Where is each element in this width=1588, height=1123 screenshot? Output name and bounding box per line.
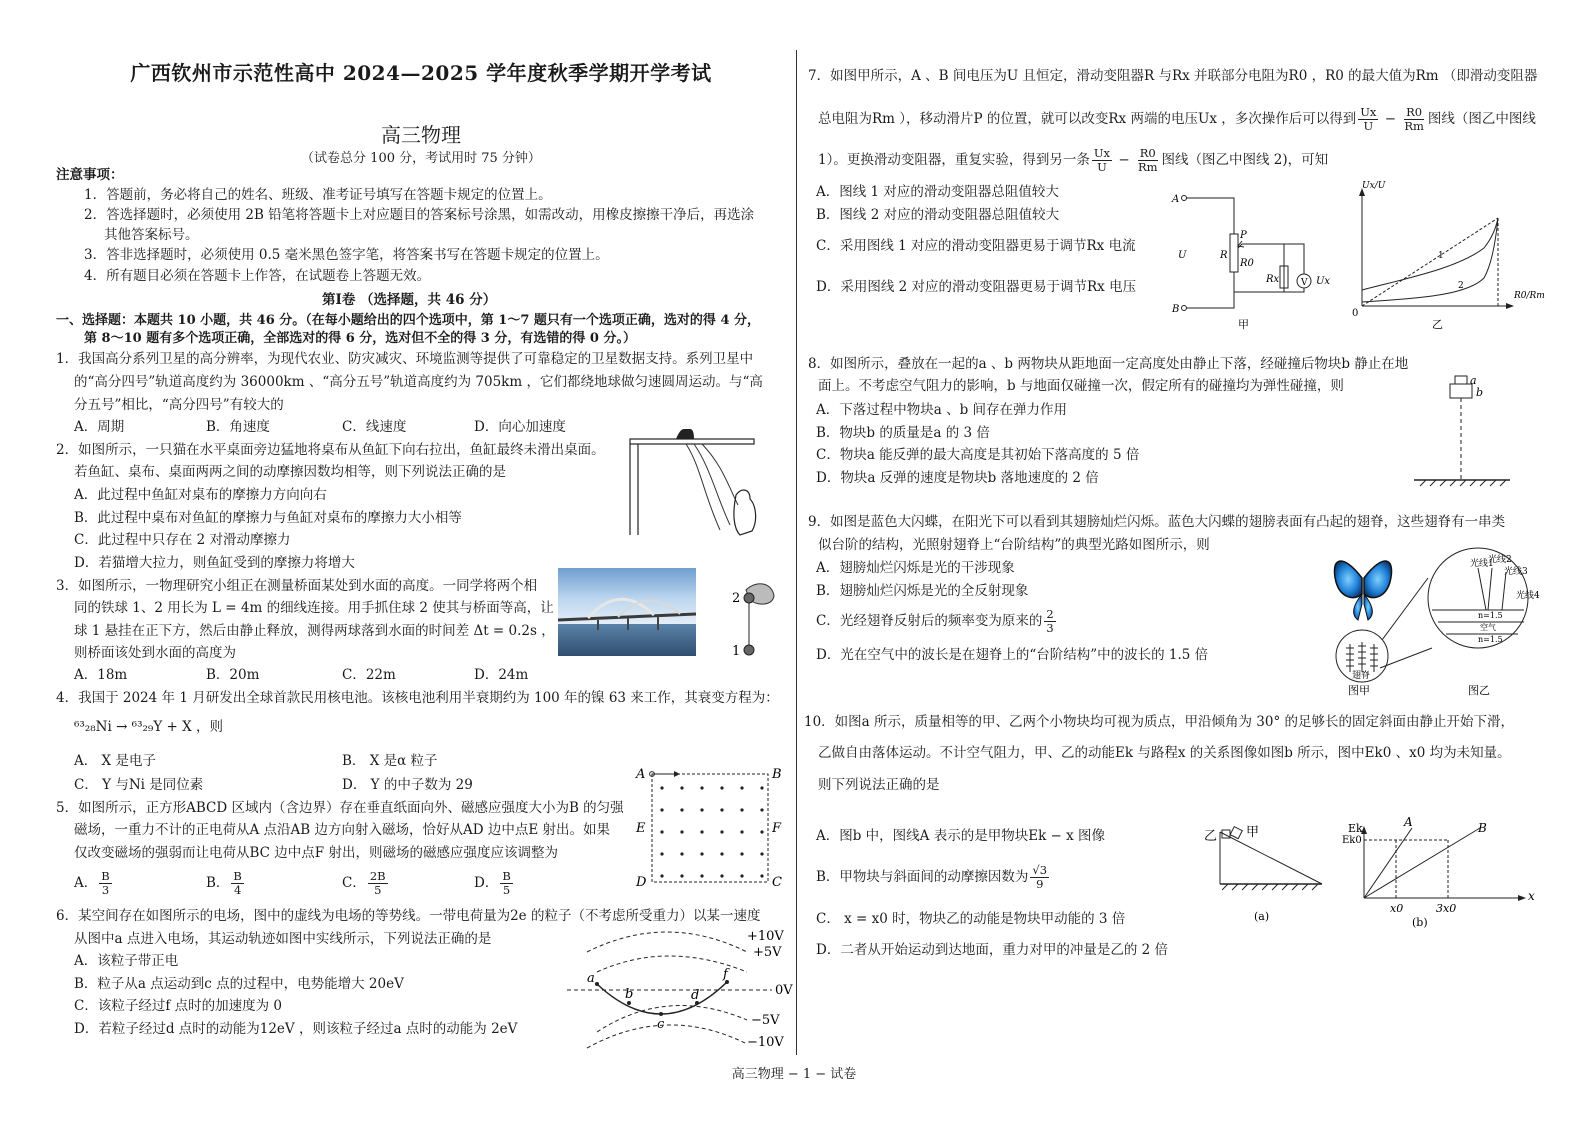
q4-option-b: B． X 是α 粒子 <box>342 753 438 769</box>
q7-line-2: 总电阻为Rm ），移动滑片P 的位置，就可以改变Rx 两端的电压Ux ，多次操作后可以得到 $\frac{Ux}{U}$ − $\frac{R0}{Rm}$ 图线（图乙中图线 <box>818 105 1536 133</box>
circuit-rx: Rx <box>1266 274 1280 285</box>
q9-option-d: D．光在空气中的波长是在翅脊上的“台阶结构”中的波长的 1.5 倍 <box>816 647 1209 663</box>
field-dot <box>760 786 763 789</box>
q1-option-c: C．线速度 <box>342 419 407 435</box>
fig-a-caption: (a) <box>1254 910 1270 923</box>
q7-line-1: 7．如图甲所示，A 、B 间电压为U 且恒定，滑动变阻器R 与Rx 并联部分电阻为R0 ，R0 的最大值为Rm （即滑动变阻器 <box>808 68 1538 84</box>
q5-line-3: 仅改变磁场的强弱而让电荷从BC 边中点F 射出，则磁场的磁感应强度应该调整为 <box>74 845 558 861</box>
field-dot <box>680 786 683 789</box>
equipotential-figure <box>567 920 792 1050</box>
q6-line-1: 6．某空间存在如图所示的电场，图中的虚线为电场的等势线。一带电荷量为2e 的粒子（不考虑所受重力）以某一速度 <box>56 908 761 924</box>
butterfly-figure <box>1328 548 1543 698</box>
field-dot <box>740 852 743 855</box>
point-f: F <box>772 821 782 836</box>
graph-caption: 乙 <box>1432 318 1443 331</box>
stacked-blocks-figure <box>1410 370 1520 490</box>
field-dot <box>760 808 763 811</box>
q10-line-1: 10．如图a 所示，质量相等的甲、乙两个小物块均可视为质点，甲沿倾角为 30° 的足够长的固定斜面由静止开始下滑， <box>804 714 1515 730</box>
q8-option-c: C．物块a 能反弹的最大高度是其初始下落高度的 5 倍 <box>816 447 1140 463</box>
notice-item-2: 2．答选择题时，必须使用 2B 铅笔将答题卡上对应题目的答案标号涂黑，如需改动，用橡皮擦擦干净后，再选涂 <box>84 207 755 223</box>
graph-line-a: A <box>1404 815 1413 829</box>
q8-line-1: 8．如图所示，叠放在一起的a 、b 两物块从距地面一定高度处由静止下落，经碰撞后物块b 静止在地 <box>808 356 1409 372</box>
graph-curve-1: 1 <box>1438 251 1444 261</box>
field-dot <box>680 808 683 811</box>
field-dot <box>760 874 763 877</box>
field-dot <box>660 874 663 877</box>
field-dot <box>760 852 763 855</box>
q5-option-b: B． $\frac{B}{4}$ <box>206 869 242 897</box>
field-dot <box>740 808 743 811</box>
ray-4: 光线4 <box>1516 591 1540 601</box>
q8-option-a: A．下落过程中物块a 、b 间存在弹力作用 <box>816 402 1068 418</box>
q5-option-d: D． $\frac{B}{5}$ <box>474 869 511 897</box>
q6-option-d: D．若粒子经过d 点时的动能为12eV ，则该粒子经过a 点时的动能为 2eV <box>74 1021 518 1037</box>
field-dot <box>680 852 683 855</box>
q7-option-c: C．采用图线 1 对应的滑动变阻器更易于调节Rx 电流 <box>816 238 1136 254</box>
graph-x-axis: x <box>1528 889 1535 903</box>
field-dot <box>720 808 723 811</box>
corner-c: C <box>772 875 782 890</box>
fig-jia-caption: 图甲 <box>1348 684 1370 697</box>
q6-line-2: 从图中a 点进入电场，其运动轨迹如图中实线所示，下列说法正确的是 <box>74 931 492 947</box>
field-dot <box>720 830 723 833</box>
circuit-r0: R0 <box>1240 258 1254 269</box>
circuit-u: U <box>1178 250 1187 261</box>
q10-option-b: B．甲物块与斜面间的动摩擦因数为 $\frac{√3}{9}$ <box>816 863 1048 891</box>
q3-option-d: D．24m <box>474 667 529 683</box>
index-bottom: n=1.5 <box>1478 635 1503 644</box>
q2-line-1: 2．如图所示，一只猫在水平桌面旁边猛地将桌布从鱼缸下向右拉出，鱼缸最终未滑出桌面。 <box>56 442 605 458</box>
q9-option-c: C．光经翅脊反射后的频率变为原来的 $\frac{2}{3}$ <box>816 607 1054 635</box>
q8-option-b: B．物块b 的质量是a 的 3 倍 <box>816 425 990 441</box>
circuit-ux: Ux <box>1316 276 1331 287</box>
circuit-r: R <box>1220 250 1228 261</box>
field-dot <box>740 786 743 789</box>
corner-d: D <box>636 875 647 890</box>
q3-line-4: 则桥面该处到水面的高度为 <box>74 645 236 661</box>
q1-option-a: A．周期 <box>74 419 125 435</box>
graph-x0: x0 <box>1390 902 1404 915</box>
q4-option-a: A． X 是电子 <box>74 753 156 769</box>
field-dots <box>660 786 763 877</box>
magnetic-field-square <box>634 762 784 890</box>
section-title: 第Ⅰ卷 （选择题，共 46 分） <box>322 292 497 308</box>
ray-2: 光线2 <box>1488 555 1512 565</box>
q4-option-c: C． Y 与Ni 是同位素 <box>74 777 204 793</box>
q10-option-d: D．二者从开始运动到达地面，重力对甲的冲量是乙的 2 倍 <box>816 942 1168 958</box>
q5-line-2: 磁场，一重力不计的正电荷从A 点沿AB 边方向射入磁场，恰好从AD 边中点E 射出。如果 <box>74 822 611 838</box>
q9-line-1: 9．如图是蓝色大闪蝶，在阳光下可以看到其翅膀灿烂闪烁。蓝色大闪蝶的翅膀表面有凸起的翅脊，这些翅脊有一串类 <box>808 514 1506 530</box>
q3-line-2: 同的铁球 1、2 用长为 L = 4m 的细线连接。用手抓住球 2 使其与桥面等高，让 <box>74 600 554 616</box>
field-dot <box>700 852 703 855</box>
field-dot <box>700 786 703 789</box>
field-dot <box>740 874 743 877</box>
graph-origin: 0 <box>1352 308 1359 319</box>
q2-option-a: A．此过程中鱼缸对桌布的摩擦力方向向右 <box>74 487 327 503</box>
field-dot <box>720 852 723 855</box>
field-dot <box>700 874 703 877</box>
field-dot <box>700 830 703 833</box>
q1-line-1: 1．我国高分系列卫星的高分辨率，为现代农业、防灾减灾、环境监测等提供了可靠稳定的卫星数据支持。系列卫星中 <box>56 351 754 367</box>
exam-subject: 高三物理 <box>381 123 461 147</box>
field-dot <box>660 786 663 789</box>
ball-2-label: 2 <box>732 591 741 606</box>
graph-ek0: Ek0 <box>1342 835 1362 846</box>
q5-option-c: C． $\frac{2B}{5}$ <box>342 869 386 897</box>
field-dot <box>660 808 663 811</box>
q10-line-3: 则下列说法正确的是 <box>818 777 940 793</box>
label-5v: +5V <box>753 945 782 960</box>
q2-option-d: D．若猫增大拉力，则鱼缸受到的摩擦力将增大 <box>74 555 355 571</box>
q7-option-b: B．图线 2 对应的滑动变阻器总阻值较大 <box>816 207 1060 223</box>
label-minus5v: −5V <box>751 1013 780 1028</box>
graph-x-label: R0/Rm <box>1514 291 1545 301</box>
q2-option-c: C．此过程中只存在 2 对滑动摩擦力 <box>74 532 291 548</box>
q3-line-3: 球 1 悬挂在正下方，然后由静止释放，测得两球落到水面的时间差 Δt = 0.2s ， <box>74 623 555 639</box>
q2-line-2: 若鱼缸、桌布、桌面两两之间的动摩擦因数均相等，则下列说法正确的是 <box>74 464 506 480</box>
q6-option-c: C．该粒子经过f 点时的加速度为 0 <box>74 998 282 1014</box>
notice-item-1: 1．答题前，务必将自己的姓名、班级、准考证号填写在答题卡规定的位置上。 <box>84 187 552 203</box>
q10-option-a: A．图b 中，图线A 表示的是甲物块Ek − x 图像 <box>816 828 1106 844</box>
ray-3: 光线3 <box>1504 567 1528 577</box>
ridge-label: 翅脊 <box>1352 671 1371 681</box>
column-divider <box>796 50 797 1055</box>
fig-b-caption: (b) <box>1412 916 1428 929</box>
circuit-a: A <box>1172 194 1180 205</box>
field-dot <box>680 830 683 833</box>
q1-option-d: D．向心加速度 <box>474 419 566 435</box>
exam-meta: （试卷总分 100 分，考试用时 75 分钟） <box>301 151 541 166</box>
circuit-b: B <box>1172 304 1180 315</box>
ball-1-label: 1 <box>732 644 741 659</box>
graph-3x0: 3x0 <box>1436 902 1457 915</box>
point-b: b <box>625 987 634 1002</box>
block-b-label: b <box>1476 386 1484 399</box>
point-c: c <box>657 1017 665 1032</box>
label-10v: +10V <box>747 929 784 944</box>
q7-option-a: A．图线 1 对应的滑动变阻器总阻值较大 <box>816 184 1059 200</box>
section-intro-1: 一、选择题：本题共 10 小题，共 46 分。（在每小题给出的四个选项中，第 1～7 题只有一个选项正确，选对的得 4 分， <box>56 313 761 328</box>
bridge-photo <box>558 568 696 656</box>
q10-option-c: C． x = x0 时，物块乙的动能是物块甲动能的 3 倍 <box>816 911 1126 927</box>
q3-option-a: A．18m <box>74 667 128 683</box>
cat-table-figure <box>624 425 774 555</box>
q1-line-3: 分五号”相比，“高分四号”有较大的 <box>74 397 284 413</box>
graph-ux-r0 <box>1348 178 1545 332</box>
q5-option-a: A． $\frac{B}{3}$ <box>74 869 110 897</box>
point-f: f <box>723 967 728 982</box>
notice-item-2b: 其他答案标号。 <box>104 227 199 243</box>
fig-yi-caption: 图乙 <box>1468 684 1490 697</box>
point-d: d <box>691 988 700 1003</box>
circuit-caption: 甲 <box>1238 318 1249 331</box>
field-dot <box>740 830 743 833</box>
air-layer: 空气 <box>1480 623 1496 632</box>
circuit-diagram <box>1164 186 1344 332</box>
field-dot <box>760 830 763 833</box>
q4-equation: ⁶³₂₈Ni → ⁶³₂₉Y + X ，则 <box>74 719 224 735</box>
block-yi: 乙 <box>1204 829 1218 844</box>
graph-ek-axis: Ek <box>1348 822 1363 835</box>
notice-item-3: 3．答非选择题时，必须使用 0.5 毫米黑色签字笔，将答案书写在答题卡规定的位置上。 <box>84 247 609 263</box>
q7-line-3: 1）。更换滑动变阻器，重复实验，得到另一条 $\frac{Ux}{U}$ − $\frac{R0}{Rm}$ 图线（图乙中图线 2)，可知 <box>818 146 1329 174</box>
field-dot <box>660 830 663 833</box>
ek-x-graph <box>1340 815 1545 932</box>
q9-line-2: 似台阶的结构，光照射翅脊上“台阶结构”的典型光路如图所示，则 <box>818 537 1210 553</box>
label-0v: 0V <box>775 983 793 998</box>
graph-curve-2: 2 <box>1458 281 1464 291</box>
q3-line-1: 3．如图所示，一物理研究小组正在测量桥面某处到水面的高度。一同学将两个相 <box>56 578 538 594</box>
incline-figure <box>1202 820 1332 930</box>
ray-1: 光线1 <box>1470 559 1494 569</box>
field-dot <box>720 786 723 789</box>
corner-b: B <box>772 767 782 782</box>
page-footer: 高三物理 − 1 − 试卷 <box>731 1067 857 1082</box>
q6-option-a: A．该粒子带正电 <box>74 953 179 969</box>
q10-line-2: 乙做自由落体运动。不计空气阻力，甲、乙的动能Ek 与路程x 的关系图像如图b 所示，图中Ek0 、x0 均为未知量。 <box>818 745 1511 761</box>
q6-option-b: B．粒子从a 点运动到c 点的过程中，电势能增大 20eV <box>74 976 404 992</box>
q4-line-1: 4．我国于 2024 年 1 月研发出全球首款民用核电池。该核电池利用半衰期约为 100 年的镍 63 来工作，其衰变方程为： <box>56 690 779 706</box>
q3-option-b: B．20m <box>206 667 260 683</box>
q9-option-a: A．翅膀灿烂闪烁是光的干涉现象 <box>816 560 1015 576</box>
notice-heading: 注意事项： <box>56 167 124 183</box>
block-a-label: a <box>1470 374 1477 387</box>
field-dot <box>720 874 723 877</box>
q8-option-d: D．物块a 反弹的速度是物块b 落地速度的 2 倍 <box>816 470 1099 486</box>
section-intro-2: 第 8～10 题有多个选项正确，全部选对的得 6 分，选对但不全的得 3 分，有选错的得 0 分。） <box>84 331 636 346</box>
q9-option-b: B．翅膀灿烂闪烁是光的全反射现象 <box>816 583 1029 599</box>
field-dot <box>660 852 663 855</box>
circuit-p: P <box>1240 230 1247 241</box>
notice-item-4: 4．所有题目必须在答题卡上作答，在试题卷上答题无效。 <box>84 268 431 284</box>
q4-option-d: D． Y 的中子数为 29 <box>342 777 473 793</box>
field-dot <box>680 874 683 877</box>
q5-line-1: 5．如图所示，正方形ABCD 区域内（含边界）存在垂直纸面向外、磁感应强度大小为B 的匀强 <box>56 800 624 816</box>
corner-a: A <box>636 767 646 782</box>
q2-option-b: B．此过程中桌布对鱼缸的摩擦力与鱼缸对桌布的摩擦力大小相等 <box>74 510 462 526</box>
field-dot <box>700 808 703 811</box>
q1-option-b: B．角速度 <box>206 419 270 435</box>
q3-option-c: C．22m <box>342 667 396 683</box>
q8-line-2: 面上。不考虑空气阻力的影响，b 与地面仅碰撞一次，假定所有的碰撞均为弹性碰撞，则 <box>818 378 1344 394</box>
q1-line-2: 的“高分四号”轨道高度约为 36000km 、“高分五号”轨道高度约为 705km ，它们都绕地球做匀速圆周运动。与“高 <box>74 374 763 390</box>
graph-y-label: Ux/U <box>1362 181 1386 191</box>
q7-option-d: D．采用图线 2 对应的滑动变阻器更易于调节Rx 电压 <box>816 279 1137 295</box>
exam-title: 广西钦州市示范性高中 2024—2025 学年度秋季学期开学考试 <box>130 61 712 85</box>
point-e: E <box>636 821 646 836</box>
voltmeter-label: V <box>1301 278 1308 288</box>
label-minus10v: −10V <box>747 1035 784 1050</box>
graph-line-b: B <box>1478 821 1487 835</box>
block-jia: 甲 <box>1246 825 1260 840</box>
two-balls-figure <box>728 580 780 662</box>
index-top: n=1.5 <box>1478 611 1503 620</box>
point-a: a <box>587 971 595 986</box>
